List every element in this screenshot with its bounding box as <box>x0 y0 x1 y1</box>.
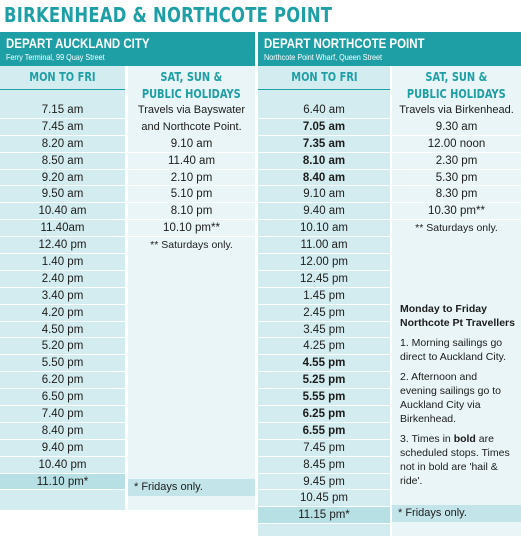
departure-time: 2.10 pm <box>128 170 255 187</box>
departure-time: 8.40 am <box>258 170 390 187</box>
departure-time: 7.45 am <box>0 119 125 136</box>
departure-time: 7.05 am <box>258 119 390 136</box>
departure-time: 11.40 am <box>128 153 255 170</box>
departure-time: 4.25 pm <box>258 338 390 355</box>
departure-time: 10.45 pm <box>258 490 390 507</box>
info-point-3: 3. Times in bold are scheduled stops. Times not in bold are 'hail & ride'. <box>400 433 510 487</box>
auckland-weekend-label: SAT, SUN & PUBLIC HOLIDAYS <box>142 70 241 101</box>
departure-time: 8.30 pm <box>392 186 521 203</box>
departure-time: 8.45 pm <box>258 457 390 474</box>
departure-time: 2.40 pm <box>0 271 125 288</box>
departure-time: 5.25 pm <box>258 372 390 389</box>
departure-time: 11.40am <box>0 220 125 237</box>
northcote-weekend-note: Travels via Birkenhead. <box>399 104 514 116</box>
page-title: BIRKENHEAD & NORTHCOTE POINT <box>4 3 333 27</box>
departure-time: 4.20 pm <box>0 305 125 322</box>
departure-time: 12.00 pm <box>258 254 390 271</box>
departure-time: 2.30 pm <box>392 153 521 170</box>
departure-time: 5.20 pm <box>0 338 125 355</box>
auckland-weekend-note: and Northcote Point. <box>141 120 242 133</box>
departure-time: 1.40 pm <box>0 254 125 271</box>
northcote-weekend-label: SAT, SUN & PUBLIC HOLIDAYS <box>407 70 506 101</box>
departure-time: 9.30 am <box>392 119 521 136</box>
departure-time: 6.20 pm <box>0 372 125 389</box>
departure-time: 3.45 pm <box>258 322 390 339</box>
auckland-city-header <box>0 32 255 66</box>
auckland-weekend-note: Travels via Bayswater <box>137 104 246 116</box>
departure-time: 5.55 pm <box>258 389 390 406</box>
departure-time: 12.40 pm <box>0 237 125 254</box>
auckland-city-heading: DEPART AUCKLAND CITY <box>6 35 150 51</box>
northcote-weekend-times <box>392 102 521 237</box>
departure-time: 4.50 pm <box>0 322 125 339</box>
northcote-info-box <box>400 302 515 494</box>
departure-time: 9.40 am <box>258 203 390 220</box>
friday-band <box>392 505 521 522</box>
departure-time: 6.50 pm <box>0 389 125 406</box>
departure-time: 5.50 pm <box>0 355 125 372</box>
departure-time: 8.10 am <box>258 153 390 170</box>
info-heading: Northcote Pt Travellers <box>400 317 515 329</box>
departure-time: 7.40 pm <box>0 406 125 423</box>
northcote-weekday-times <box>258 102 390 524</box>
departure-time: 5.10 pm <box>128 186 255 203</box>
departure-time: 6.25 pm <box>258 406 390 423</box>
auckland-city-subheading: Ferry Terminal, 99 Quay Street <box>6 52 105 62</box>
departure-time: 11.10 pm* <box>0 474 125 491</box>
departure-time: 1.45 pm <box>258 288 390 305</box>
northcote-point-panel <box>258 32 521 536</box>
info-point-1: 1. Morning sailings go direct to Auckland City. <box>400 337 507 363</box>
northcote-weekday-column <box>258 66 390 536</box>
departure-time: 12.00 noon <box>392 136 521 153</box>
departure-time: 8.50 am <box>0 153 125 170</box>
auckland-city-panel <box>0 32 255 510</box>
departure-time: 8.20 am <box>0 136 125 153</box>
divider <box>258 89 390 90</box>
departure-time: 10.40 am <box>0 203 125 220</box>
divider <box>0 89 125 90</box>
departure-time: 7.15 am <box>0 102 125 119</box>
departure-time: 9.10 am <box>258 186 390 203</box>
saturday-footnote: ** Saturdays only. <box>415 222 498 235</box>
departure-time: 9.40 pm <box>0 440 125 457</box>
departure-time: 9.10 am <box>128 136 255 153</box>
northcote-weekend-column <box>392 66 521 536</box>
departure-time: 11.00 am <box>258 237 390 254</box>
friday-footnote: * Fridays only. <box>134 481 203 493</box>
departure-time: 6.40 am <box>258 102 390 119</box>
departure-time: 8.10 pm <box>128 203 255 220</box>
auckland-weekend-times <box>128 102 255 254</box>
departure-time: 10.30 pm** <box>392 203 521 220</box>
departure-time: 10.10 am <box>258 220 390 237</box>
departure-time: 8.40 pm <box>0 423 125 440</box>
northcote-heading: DEPART NORTHCOTE POINT <box>264 35 425 51</box>
auckland-weekday-label: MON TO FRI <box>29 70 96 84</box>
departure-time: 9.20 am <box>0 170 125 187</box>
departure-time: 2.45 pm <box>258 305 390 322</box>
departure-time: 9.50 am <box>0 186 125 203</box>
departure-time: 10.10 pm** <box>128 220 255 237</box>
departure-time: 6.55 pm <box>258 423 390 440</box>
auckland-weekday-times <box>0 102 125 490</box>
departure-time: 9.45 pm <box>258 474 390 491</box>
northcote-header <box>258 32 521 66</box>
departure-time: 5.30 pm <box>392 170 521 187</box>
northcote-subheading: Northcote Point Wharf, Queen Street <box>264 52 383 62</box>
info-heading: Monday to Friday <box>400 303 487 315</box>
departure-time: 10.40 pm <box>0 457 125 474</box>
departure-time: 12.45 pm <box>258 271 390 288</box>
friday-footnote: * Fridays only. <box>398 507 467 519</box>
departure-time: 11.15 pm* <box>258 507 390 524</box>
northcote-weekday-label: MON TO FRI <box>290 70 358 84</box>
departure-time: 4.55 pm <box>258 355 390 372</box>
auckland-weekday-column <box>0 66 125 510</box>
auckland-weekend-column <box>128 66 255 510</box>
departure-time: 7.45 pm <box>258 440 390 457</box>
friday-band <box>128 479 255 496</box>
departure-time: 3.40 pm <box>0 288 125 305</box>
departure-time: 7.35 am <box>258 136 390 153</box>
saturday-footnote: ** Saturdays only. <box>150 239 233 252</box>
info-point-2: 2. Afternoon and evening sailings go to Auckland City via Birkenhead. <box>400 371 501 425</box>
